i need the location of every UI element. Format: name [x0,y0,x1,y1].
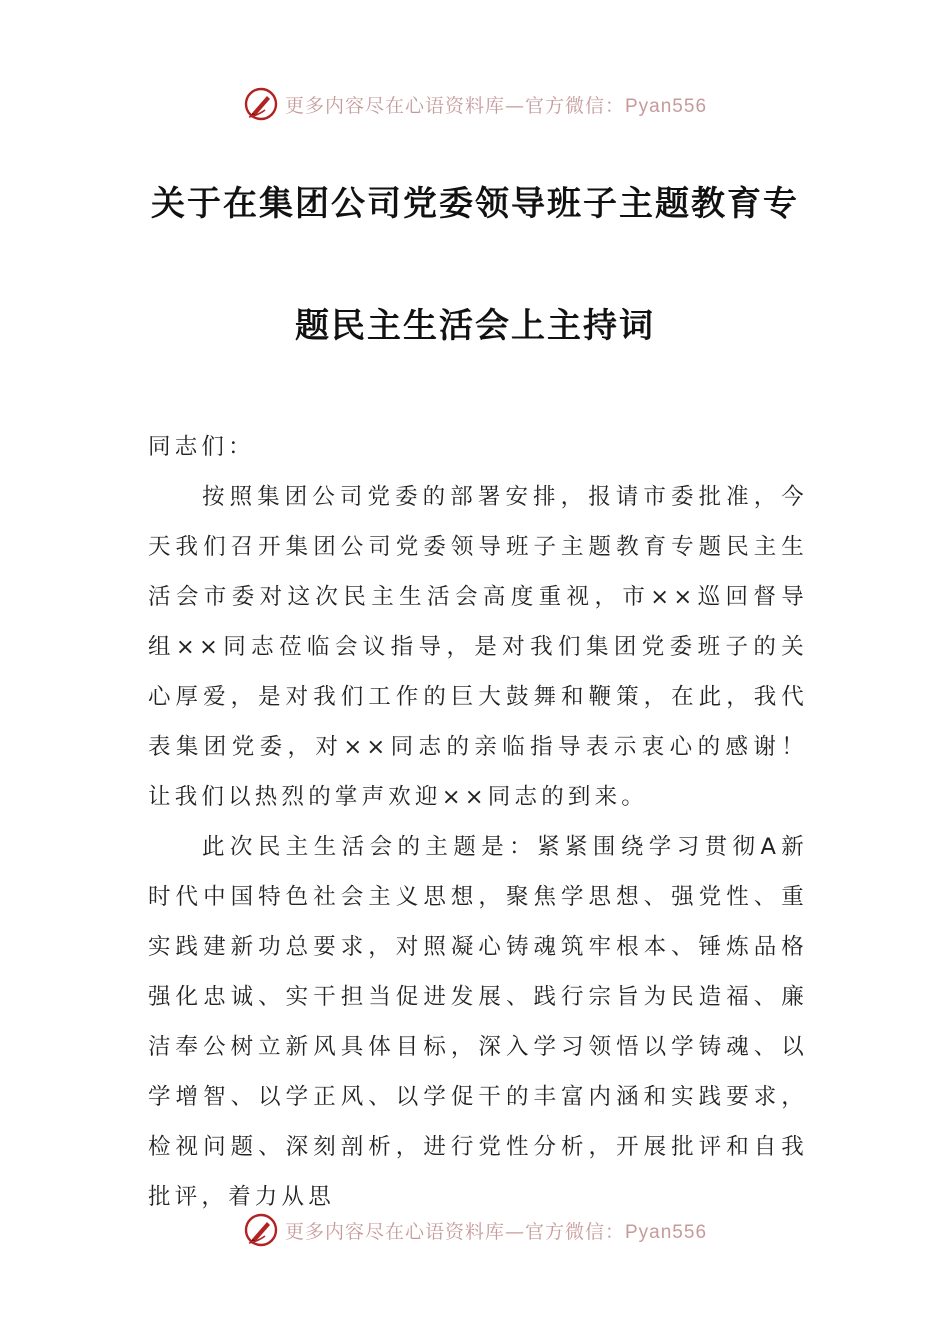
pen-logo-icon [243,86,279,122]
paragraph-1: 按照集团公司党委的部署安排，报请市委批准，今天我们召开集团公司党委领导班子主题教育专题民主生活会市委对这次民主生活会高度重视，市××巡回督导组××同志莅临会议指导，是对我们集团党委班子的关心厚爱，是对我们工作的巨大鼓舞和鞭策，在此，我代表集团党委，对××同志的亲临指导表示衷心的感谢！让我们以热烈的掌声欢迎××同志的到来。 [148,484,808,810]
document-title-line-1: 关于在集团公司党委领导班子主题教育专 [151,184,799,224]
footer-watermark [0,1208,950,1252]
header-watermark [0,82,950,126]
document-title-line-2: 题民主生活会上主持词 [295,306,655,346]
salutation: 同志们： [148,434,255,460]
pen-logo-icon [243,1212,279,1248]
paragraph-2: 此次民主生活会的主题是：紧紧围绕学习贯彻A新时代中国特色社会主义思想，聚焦学思想、强党性、重实践建新功总要求，对照凝心铸魂筑牢根本、锤炼品格强化忠诚、实干担当促进发展、践行宗旨为民造福、廉洁奉公树立新风具体目标，深入学习领悟以学铸魂、以学增智、以学正风、以学促干的丰富内涵和实践要求，检视问题、深刻剖析，进行党性分析，开展批评和自我批评，着力从思 [148,834,808,1210]
watermark-text: 更多内容尽在心语资料库—官方微信：Pyan556 [284,94,708,117]
watermark-text: 更多内容尽在心语资料库—官方微信：Pyan556 [284,1220,708,1243]
